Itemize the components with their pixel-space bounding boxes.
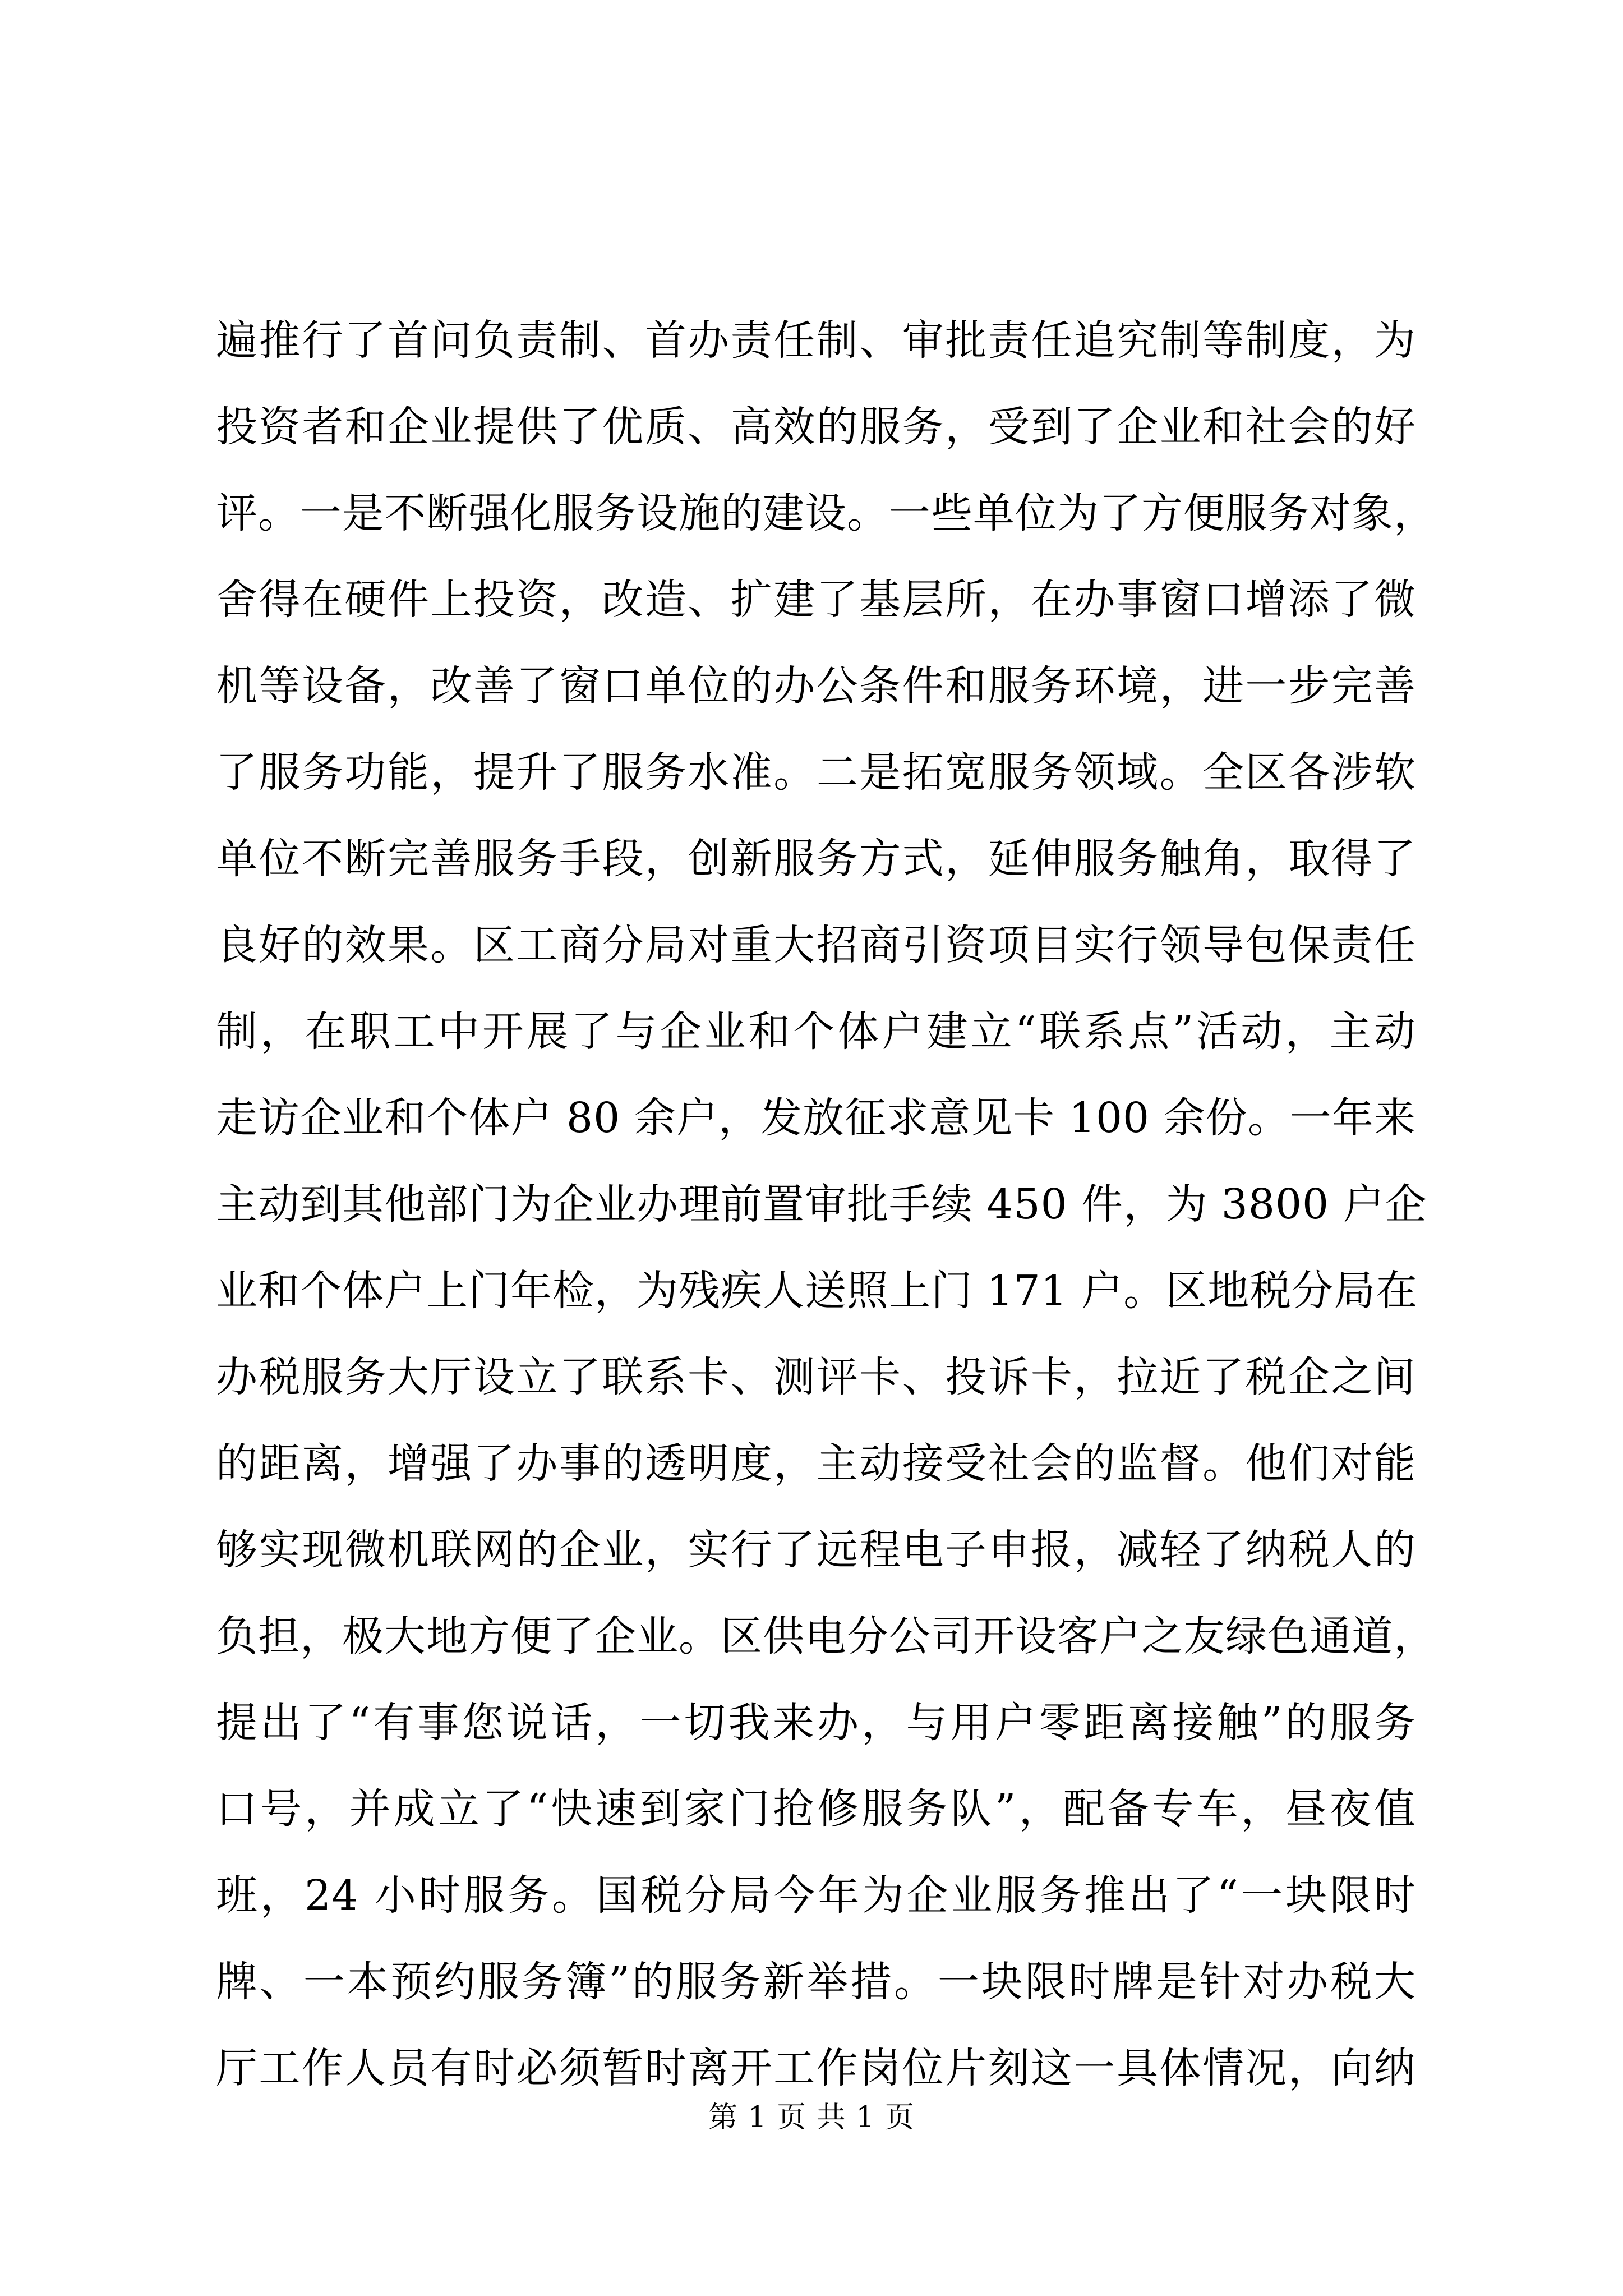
text-line: 负担，极大地方便了企业。区供电分公司开设客户之友绿色通道， [216,1612,1436,1660]
text-line: 评。一是不断强化服务设施的建设。一些单位为了方便服务对象， [216,489,1436,537]
text-line: 单位不断完善服务手段，创新服务方式，延伸服务触角，取得了 [216,835,1416,883]
text-line: 口号，并成立了“快速到家门抢修服务队”，配备专车，昼夜值 [216,1785,1416,1833]
text-line: 舍得在硬件上投资，改造、扩建了基层所，在办事窗口增添了微 [216,576,1416,624]
text-line: 投资者和企业提供了优质、高效的服务，受到了企业和社会的好 [216,403,1416,451]
text-line: 制，在职工中开展了与企业和个体户建立“联系点”活动，主动 [216,1007,1416,1056]
text-line: 班，24 小时服务。国税分局今年为企业服务推出了“一块限时 [216,1871,1416,1920]
text-line: 遍推行了首问负责制、首办责任制、审批责任追究制等制度，为 [216,316,1416,365]
text-line: 主动到其他部门为企业办理前置审批手续 450 件，为 3800 户企 [216,1180,1427,1228]
page-footer [0,2098,1623,2137]
text-line: 了服务功能，提升了服务水准。二是拓宽服务领域。全区各涉软 [216,748,1416,797]
page-number-label: 第 1 页 共 1 页 [708,2101,915,2134]
text-line: 办税服务大厅设立了联系卡、测评卡、投诉卡，拉近了税企之间 [216,1353,1416,1401]
text-line: 业和个体户上门年检，为残疾人送照上门 171 户。区地税分局在 [216,1267,1418,1315]
body-paragraph [216,297,1436,2111]
text-line: 够实现微机联网的企业，实行了远程电子申报，减轻了纳税人的 [216,1526,1416,1574]
text-line: 走访企业和个体户 80 余户，发放征求意见卡 100 余份。一年来 [216,1094,1416,1142]
text-line: 厅工作人员有时必须暂时离开工作岗位片刻这一具体情况，向纳 [216,2044,1416,2092]
text-line: 提出了“有事您说话，一切我来办，与用户零距离接触”的服务 [216,1699,1416,1747]
text-line: 机等设备，改善了窗口单位的办公条件和服务环境，进一步完善 [216,662,1416,710]
text-line: 良好的效果。区工商分局对重大招商引资项目实行领导包保责任 [216,921,1416,969]
text-line: 牌、一本预约服务簿”的服务新举措。一块限时牌是针对办税大 [216,1958,1416,2006]
text-line: 的距离，增强了办事的透明度，主动接受社会的监督。他们对能 [216,1439,1416,1488]
